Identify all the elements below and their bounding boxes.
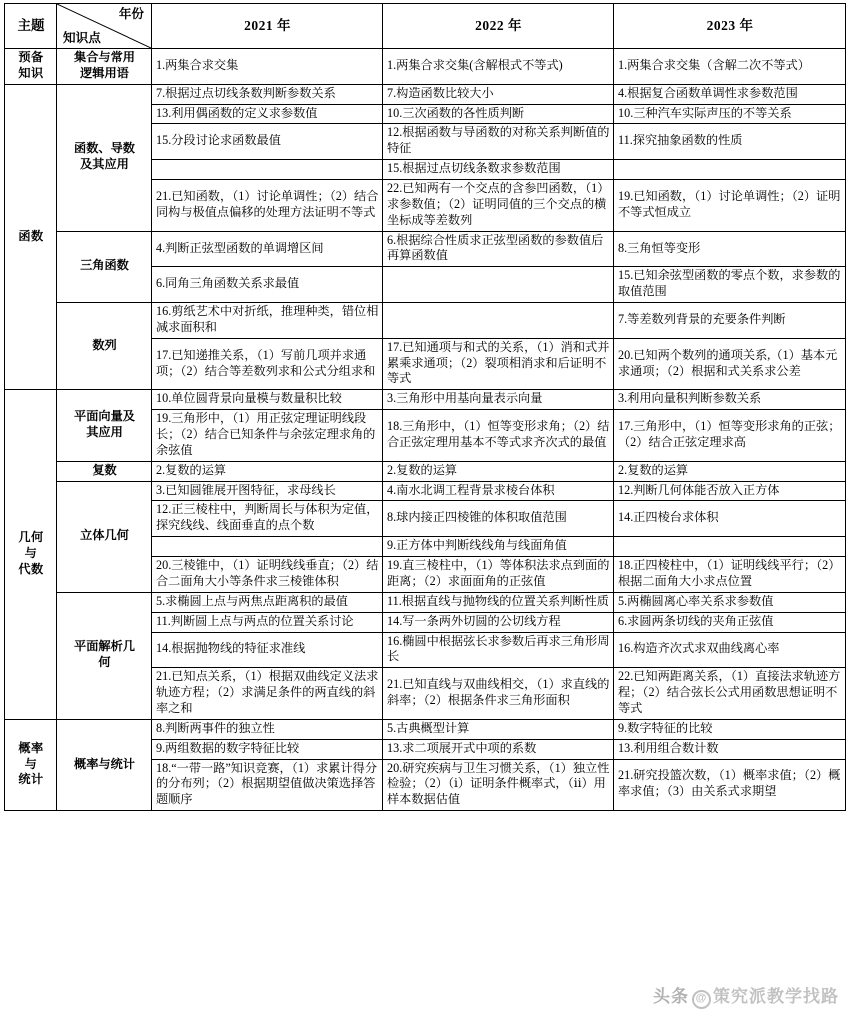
knowledge-point-label-cell: 复数 xyxy=(57,461,152,481)
question-cell: 18.“一带一路”知识竞赛，（1）求累计得分的分布列；（2）根据期望值做决策选择答题顺序 xyxy=(152,759,383,811)
table-row xyxy=(5,231,846,267)
table-row xyxy=(5,481,846,501)
table-row xyxy=(5,49,846,85)
table-row xyxy=(5,303,846,339)
knowledge-point-label-cell: 集合与常用 逻辑用语 xyxy=(57,49,152,85)
question-cell: 8.判断两事件的独立性 xyxy=(152,719,383,739)
question-cell: 14.根据抛物线的特征求准线 xyxy=(152,632,383,668)
question-cell: 19.直三棱柱中，（1）等体积法求点到面的距离；（2）求面面角的正弦值 xyxy=(383,557,614,593)
question-cell: 18.正四棱柱中，（1）证明线线平行；（2）根据二面角大小求点位置 xyxy=(614,557,846,593)
question-cell: 11.探究抽象函数的性质 xyxy=(614,124,846,160)
question-cell: 6.求圆两条切线的夹角正弦值 xyxy=(614,612,846,632)
question-cell: 9.正方体中判断线线角与线面角值 xyxy=(383,537,614,557)
question-cell: 19.已知函数，（1）讨论单调性；（2）证明不等式恒成立 xyxy=(614,180,846,232)
question-cell: 12.判断几何体能否放入正方体 xyxy=(614,481,846,501)
watermark-platform: 头条 xyxy=(653,987,689,1006)
exam-knowledge-point-table xyxy=(4,3,846,811)
knowledge-point-label-cell: 平面解析几 何 xyxy=(57,592,152,719)
theme-label-cell: 函数 xyxy=(5,84,57,390)
question-cell: 11.判断圆上点与两点的位置关系讨论 xyxy=(152,612,383,632)
knowledge-point-label-cell: 三角函数 xyxy=(57,231,152,302)
question-cell: 14.写一条两外切圆的公切线方程 xyxy=(383,612,614,632)
table-row xyxy=(5,390,846,410)
question-cell: 6.根据综合性质求正弦型函数的参数值后再算函数值 xyxy=(383,231,614,267)
question-cell: 21.研究投篮次数，（1）概率求值；（2）概率求值；（3）由关系式求期望 xyxy=(614,759,846,811)
question-cell xyxy=(152,537,383,557)
question-cell: 7.等差数列背景的充要条件判断 xyxy=(614,303,846,339)
question-cell: 9.两组数据的数字特征比较 xyxy=(152,739,383,759)
table-header-row xyxy=(5,4,846,49)
question-cell: 5.古典概型计算 xyxy=(383,719,614,739)
question-cell: 5.求椭圆上点与两焦点距离积的最值 xyxy=(152,592,383,612)
question-cell: 17.已知递推关系，（1）写前几项并求通项；（2）结合等差数列求和公式分组求和 xyxy=(152,338,383,390)
question-cell: 18.三角形中，（1）恒等变形求角；（2）结合正弦定理用基本不等式求齐次式的最值 xyxy=(383,410,614,462)
question-cell xyxy=(614,537,846,557)
question-cell: 22.已知两有一个交点的含参凹函数，（1）求参数值；（2）证明同值的三个交点的横坐标成等差数列 xyxy=(383,180,614,232)
question-cell: 2.复数的运算 xyxy=(383,461,614,481)
header-theme-cell: 主题 xyxy=(5,4,57,49)
question-cell: 4.根据复合函数单调性求参数范围 xyxy=(614,84,846,104)
question-cell: 20.三棱锥中，（1）证明线线垂直；（2）结合二面角大小等条件求三棱锥体积 xyxy=(152,557,383,593)
question-cell: 16.剪纸艺术中对折纸，推理种类，错位相减求面积和 xyxy=(152,303,383,339)
question-cell: 20.研究疾病与卫生习惯关系，（1）独立性检验；（2）（ⅰ）证明条件概率式，（ⅱ）用样本数据估值 xyxy=(383,759,614,811)
header-knowledge-point-label: 知识点 xyxy=(63,30,101,45)
question-cell: 10.三次函数的各性质判断 xyxy=(383,104,614,124)
question-cell: 13.利用组合数计数 xyxy=(614,739,846,759)
question-cell: 8.球内接正四棱锥的体积取值范围 xyxy=(383,501,614,537)
header-year-2023: 2023 年 xyxy=(614,4,846,49)
question-cell: 21.已知函数，（1）讨论单调性；（2）结合同构与极值点偏移的处理方法证明不等式 xyxy=(152,180,383,232)
theme-label-cell: 几何 与 代数 xyxy=(5,390,57,719)
knowledge-point-label-cell: 平面向量及 其应用 xyxy=(57,390,152,461)
question-cell: 6.同角三角函数关系求最值 xyxy=(152,267,383,303)
question-cell: 13.求二项展开式中项的系数 xyxy=(383,739,614,759)
table-row xyxy=(5,84,846,104)
knowledge-point-label-cell: 函数、导数 及其应用 xyxy=(57,84,152,231)
watermark-at-icon: @ xyxy=(692,990,711,1009)
question-cell: 3.三角形中用基向量表示向量 xyxy=(383,390,614,410)
question-cell: 15.分段讨论求函数最值 xyxy=(152,124,383,160)
question-cell: 5.两椭圆离心率关系求参数值 xyxy=(614,592,846,612)
watermark-account-name: 策究派教学找路 xyxy=(713,987,839,1006)
header-year-label: 年份 xyxy=(118,7,144,21)
question-cell: 14.正四棱台求体积 xyxy=(614,501,846,537)
question-cell: 12.正三棱柱中，判断周长与体积为定值，探究线线、线面垂直的点个数 xyxy=(152,501,383,537)
question-cell: 3.已知圆锥展开图特征，求母线长 xyxy=(152,481,383,501)
question-cell: 2.复数的运算 xyxy=(152,461,383,481)
question-cell: 15.根据过点切线条数求参数范围 xyxy=(383,160,614,180)
knowledge-point-label-cell: 概率与统计 xyxy=(57,719,152,810)
question-cell: 11.根据直线与抛物线的位置关系判断性质 xyxy=(383,592,614,612)
table-body xyxy=(5,4,846,811)
question-cell: 7.构造函数比较大小 xyxy=(383,84,614,104)
question-cell: 8.三角恒等变形 xyxy=(614,231,846,267)
question-cell: 22.已知两距离关系，（1）直接法求轨迹方程；（2）结合弦长公式用函数思想证明不等式 xyxy=(614,668,846,720)
question-cell: 20.已知两个数列的通项关系,（1）基本元求通项；（2）根据和式关系求公差 xyxy=(614,338,846,390)
knowledge-point-label-cell: 立体几何 xyxy=(57,481,152,592)
question-cell: 16.椭圆中根据弦长求参数后再求三角形周长 xyxy=(383,632,614,668)
watermark xyxy=(653,982,839,1009)
table-row xyxy=(5,592,846,612)
question-cell: 10.三种汽车实际声压的不等关系 xyxy=(614,104,846,124)
question-cell: 21.已知直线与双曲线相交，（1）求直线的斜率；（2）根据条件求三角形面积 xyxy=(383,668,614,720)
question-cell: 13.利用偶函数的定义求参数值 xyxy=(152,104,383,124)
question-cell: 9.数字特征的比较 xyxy=(614,719,846,739)
question-cell: 4.南水北调工程背景求棱台体积 xyxy=(383,481,614,501)
question-cell: 15.已知余弦型函数的零点个数，求参数的取值范围 xyxy=(614,267,846,303)
question-cell: 12.根据函数与导函数的对称关系判断值的特征 xyxy=(383,124,614,160)
question-cell xyxy=(383,267,614,303)
question-cell: 10.单位圆背景向量模与数量积比较 xyxy=(152,390,383,410)
question-cell xyxy=(614,160,846,180)
table-row xyxy=(5,719,846,739)
question-cell: 16.构造齐次式求双曲线离心率 xyxy=(614,632,846,668)
question-cell: 3.利用向量积判断参数关系 xyxy=(614,390,846,410)
theme-label-cell: 预备 知识 xyxy=(5,49,57,85)
question-cell: 1.两集合求交集 xyxy=(152,49,383,85)
question-cell: 17.已知通项与和式的关系，（1）消和式并累乘求通项；（2）裂项相消求和后证明不等式 xyxy=(383,338,614,390)
question-cell: 21.已知点关系，（1）根据双曲线定义法求轨迹方程；（2）求满足条件的两直线的斜率之和 xyxy=(152,668,383,720)
table-row xyxy=(5,461,846,481)
header-corner-split-cell xyxy=(57,4,152,49)
question-cell xyxy=(383,303,614,339)
question-cell: 17.三角形中，（1）恒等变形求角的正弦；（2）结合正弦定理求高 xyxy=(614,410,846,462)
question-cell: 1.两集合求交集(含解根式不等式) xyxy=(383,49,614,85)
question-cell xyxy=(152,160,383,180)
header-year-2021: 2021 年 xyxy=(152,4,383,49)
question-cell: 7.根据过点切线条数判断参数关系 xyxy=(152,84,383,104)
question-cell: 4.判断正弦型函数的单调增区间 xyxy=(152,231,383,267)
knowledge-point-label-cell: 数列 xyxy=(57,303,152,390)
theme-label-cell: 概率 与 统计 xyxy=(5,719,57,810)
question-cell: 2.复数的运算 xyxy=(614,461,846,481)
header-year-2022: 2022 年 xyxy=(383,4,614,49)
question-cell: 19.三角形中，（1）用正弦定理证明线段长；（2）结合已知条件与余弦定理求角的余弦值 xyxy=(152,410,383,462)
question-cell: 1.两集合求交集（含解二次不等式） xyxy=(614,49,846,85)
